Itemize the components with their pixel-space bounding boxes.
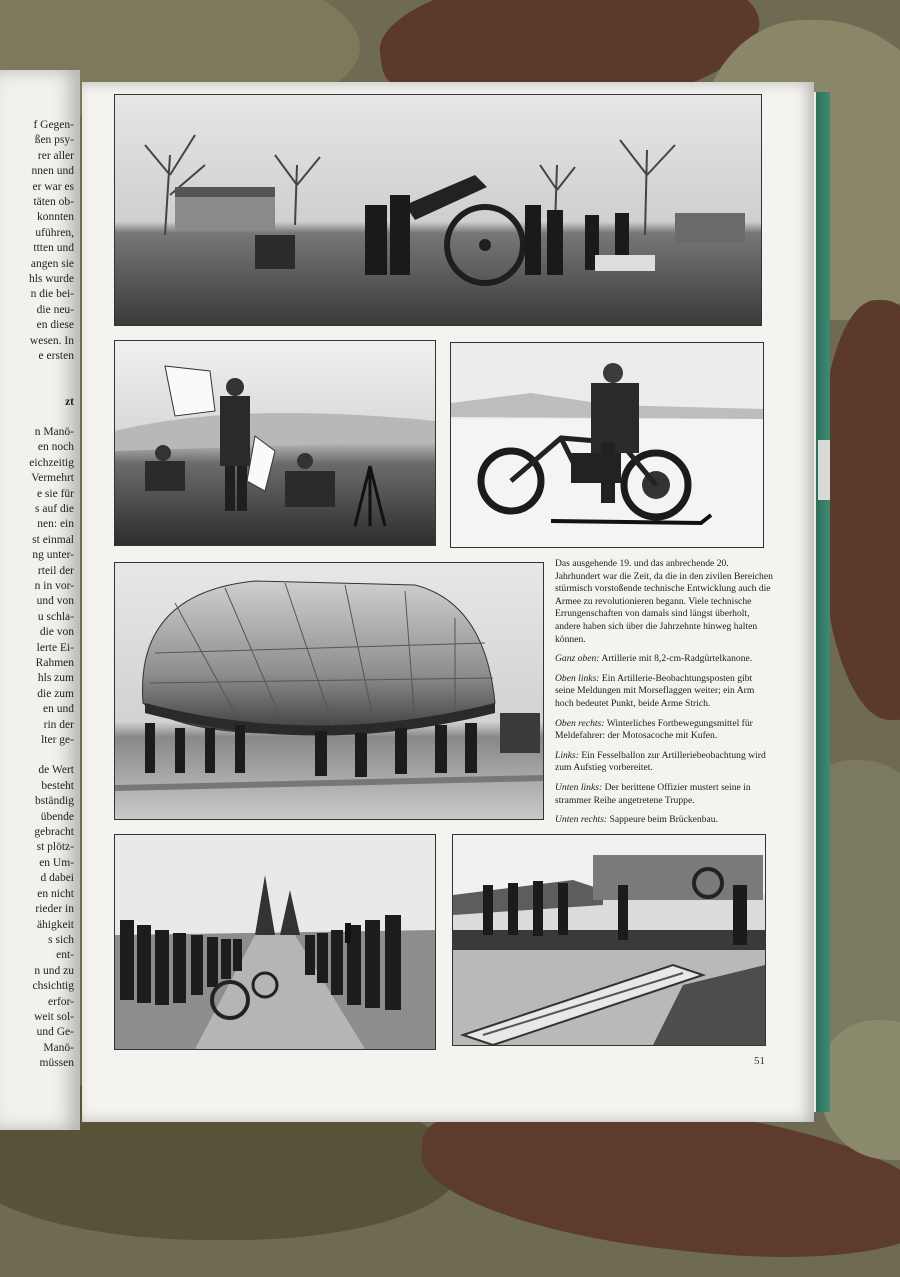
left-text-line: erfor- (48, 995, 74, 1008)
left-text-line: chsichtig (32, 980, 74, 993)
caption-item (555, 718, 773, 743)
caption-item (555, 750, 773, 775)
left-text-line: und Ge- (36, 1026, 74, 1039)
left-text-line: übende (40, 810, 74, 823)
left-text-line: die neu- (36, 303, 74, 316)
left-text-line: lter ge- (41, 734, 74, 747)
left-text-line: s sich (48, 933, 74, 946)
photo-motorcycle-skis (450, 342, 764, 548)
left-text-line: Manö- (43, 1041, 74, 1054)
left-text-line: täten ob- (33, 196, 74, 209)
page-number: 51 (754, 1055, 765, 1067)
left-text-line: n Manö- (34, 425, 74, 438)
left-text-line: en nicht (37, 887, 74, 900)
left-text-line: en noch (37, 441, 74, 454)
left-text-line: er war es (32, 180, 74, 193)
caption-item-label: Links: (555, 749, 579, 761)
left-text-line: n und zu (34, 964, 74, 977)
photo-tethered-balloon (114, 562, 544, 820)
left-text-line: angen sie (30, 257, 74, 270)
left-text-line: nen: ein (37, 518, 74, 531)
left-text-line: hls wurde (28, 273, 74, 286)
left-text-line: müssen (39, 1057, 74, 1070)
caption-item-label: Oben rechts: (555, 717, 605, 729)
left-text-line: wesen. In (29, 334, 74, 347)
left-paragraph-2 (0, 425, 74, 749)
left-text-line: rer aller (37, 149, 74, 162)
left-text-line: en diese (36, 319, 74, 332)
left-text-line: ähigkeit (36, 918, 74, 931)
camo-patch (820, 300, 900, 720)
left-text-line: rin der (43, 718, 74, 731)
left-page-text (0, 118, 74, 1072)
photo-sappers-bridge (452, 834, 766, 1046)
left-text-line: lerte Ei- (36, 641, 74, 654)
left-text-line: u schla- (37, 610, 74, 623)
left-heading: zt (65, 395, 74, 408)
caption-item-text: Sappeure beim Brückenbau. (607, 814, 718, 826)
caption-item-text: Winterliches Fortbewegungsmittel für Meldefahrer: der Motosacoche mit Kufen. (555, 717, 753, 742)
photo-caption (555, 558, 773, 834)
camo-patch (820, 1020, 900, 1160)
caption-item-label: Unten rechts: (555, 814, 608, 826)
left-text-line: gebracht (34, 826, 74, 839)
left-text-line: uführen, (35, 226, 74, 239)
caption-item-text: Der berittene Offizier mustert seine in strammer Reihe angetretene Truppe. (555, 781, 751, 806)
left-text-line: st plötz- (36, 841, 74, 854)
left-text-line: d dabei (40, 872, 74, 885)
caption-item (555, 673, 773, 711)
photo-troop-inspection (114, 834, 436, 1050)
caption-item (555, 814, 773, 827)
left-text-line: und von (36, 595, 74, 608)
left-text-line: n die bei- (30, 288, 74, 301)
caption-item-label: Unten links: (555, 781, 603, 793)
left-text-line: Vermehrt (31, 472, 74, 485)
left-text-line: e sie für (36, 487, 74, 500)
caption-item (555, 782, 773, 807)
left-text-line: s auf die (35, 502, 74, 515)
left-text-line: e ersten (38, 350, 74, 363)
left-text-line: rieder in (35, 903, 74, 916)
left-text-line: f Gegen- (33, 119, 74, 131)
caption-item-text: Ein Artillerie-Beobachtungsposten gibt seine Meldungen mit Morseflaggen weiter; ein Arm hoch bedeutet Punkt, beide Arme Strich. (555, 672, 755, 709)
left-text-line: ßen psy- (34, 134, 74, 147)
caption-item-label: Ganz oben: (555, 653, 600, 665)
left-text-line: hls zum (37, 672, 74, 685)
photo-observation-post (114, 340, 436, 546)
left-text-line: en Um- (39, 856, 74, 869)
left-text-line: n in vor- (34, 579, 74, 592)
bookmark-tab (818, 440, 830, 500)
left-text-line: konnten (36, 211, 74, 224)
left-text-line: en und (43, 703, 74, 716)
right-page (82, 82, 814, 1122)
left-text-line: besteht (41, 779, 74, 792)
caption-item (555, 653, 773, 666)
left-text-line: ent- (56, 949, 74, 962)
caption-items (555, 653, 773, 827)
left-text-line: rteil der (37, 564, 74, 577)
left-text-line: eichzeitig (29, 456, 74, 469)
left-page (0, 70, 80, 1130)
left-paragraph-1 (0, 118, 74, 365)
left-text-line: die zum (37, 687, 74, 700)
left-text-line: nnen und (31, 165, 74, 178)
left-text-line: weit sol- (34, 1010, 74, 1023)
caption-item-text: Artillerie mit 8,2-cm-Radgürtelkanone. (599, 653, 753, 665)
left-paragraph-3 (0, 763, 74, 1071)
left-text-line: Rahmen (35, 657, 74, 669)
caption-intro: Das ausgehende 19. und das anbrechende 20. Jahrhundert war die Zeit, da die in den zivilen Bereichen stürmisch vorstoßende technische Entwicklung auch die Armee zu revolutionieren begann. Viele technische Errungenschaften von damals sind längst überholt, andere haben sich über die Jahrzehnte hinweg halten können. (555, 558, 773, 645)
left-text-line: ttten und (33, 242, 74, 255)
left-text-line: ng unter- (32, 549, 74, 562)
caption-item-label: Oben links: (555, 672, 600, 684)
left-text-line: die von (39, 626, 74, 639)
left-text-line: st einmal (32, 533, 74, 546)
caption-item-text: Ein Fesselballon zur Artilleriebeobachtung wird zum Aufstieg vorbereitet. (555, 749, 766, 774)
left-text-line: de Wert (38, 764, 74, 777)
left-text-line: bständig (35, 795, 74, 808)
photo-artillery-cannon (114, 94, 762, 326)
